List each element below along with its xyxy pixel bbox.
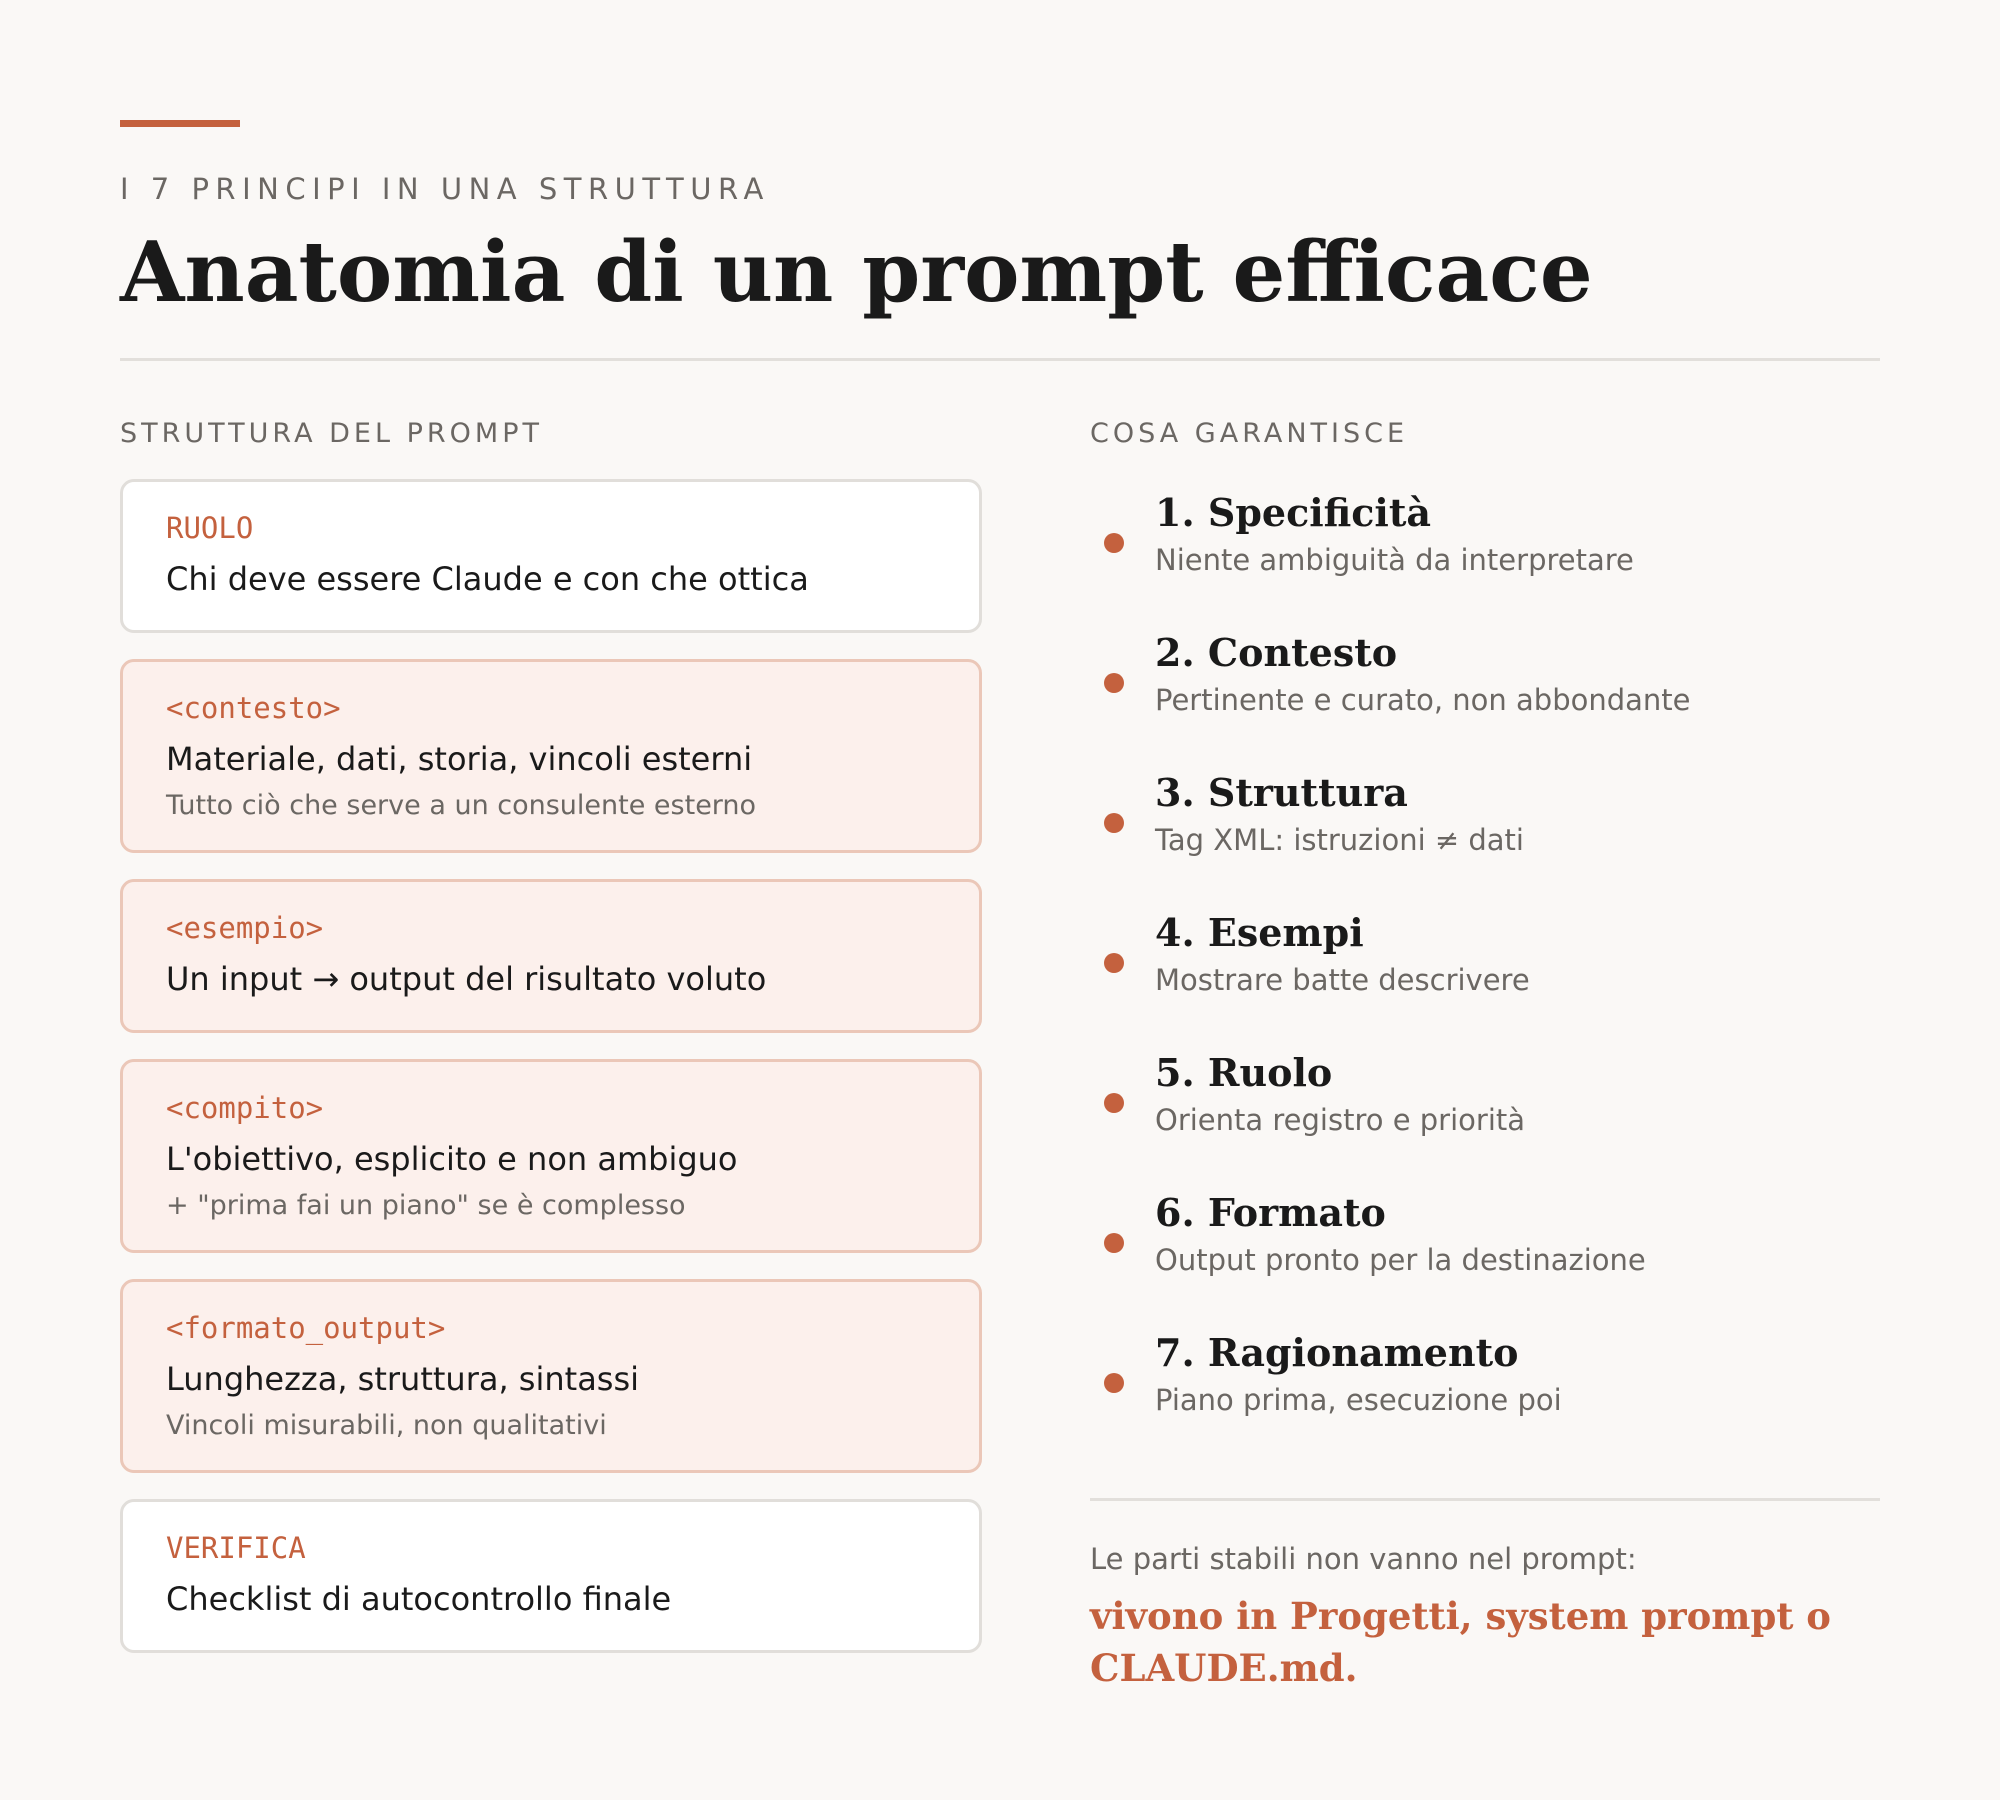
principle-item (1090, 630, 1880, 770)
header-divider (120, 358, 1880, 361)
principle-description: Piano prima, esecuzione poi (1155, 1383, 1562, 1417)
block-tag: RUOLO (166, 511, 254, 545)
principle-item (1090, 490, 1880, 630)
prompt-block-contesto (120, 659, 982, 853)
block-tag: <compito> (166, 1091, 324, 1125)
page-title: Anatomia di un prompt efficace (120, 223, 1593, 321)
bullet-dot-icon (1104, 673, 1124, 693)
structure-heading: STRUTTURA DEL PROMPT (120, 418, 543, 449)
block-description: Lunghezza, struttura, sintassi (166, 1360, 640, 1398)
principle-item (1090, 910, 1880, 1050)
block-note: + "prima fai un piano" se è complesso (166, 1190, 686, 1221)
principle-description: Tag XML: istruzioni ≠ dati (1155, 823, 1524, 857)
principle-description: Mostrare batte descrivere (1155, 963, 1530, 997)
principle-item (1090, 1330, 1880, 1470)
prompt-block-compito (120, 1059, 982, 1253)
block-tag: <contesto> (166, 691, 341, 725)
bullet-dot-icon (1104, 953, 1124, 973)
principle-description: Output pronto per la destinazione (1155, 1243, 1646, 1277)
principle-item (1090, 770, 1880, 910)
principle-item (1090, 1190, 1880, 1330)
note-lead: Le parti stabili non vanno nel prompt: (1090, 1542, 1637, 1576)
principle-description: Orienta registro e priorità (1155, 1103, 1526, 1137)
principle-item (1090, 1050, 1880, 1190)
principle-title: 4. Esempi (1155, 910, 1364, 955)
bullet-dot-icon (1104, 533, 1124, 553)
principle-title: 2. Contesto (1155, 630, 1398, 675)
guarantees-heading: COSA GARANTISCE (1090, 418, 1409, 449)
prompt-block-formato-output (120, 1279, 982, 1473)
block-tag: <esempio> (166, 911, 324, 945)
principle-title: 5. Ruolo (1155, 1050, 1333, 1095)
block-tag: <formato_output> (166, 1311, 446, 1345)
block-tag: VERIFICA (166, 1531, 306, 1565)
bullet-dot-icon (1104, 813, 1124, 833)
block-description: Chi deve essere Claude e con che ottica (166, 560, 809, 598)
block-note: Tutto ciò che serve a un consulente esterno (166, 790, 757, 821)
principles-list (1090, 490, 1880, 1470)
principle-title: 7. Ragionamento (1155, 1330, 1519, 1375)
block-description: Un input → output del risultato voluto (166, 960, 767, 998)
prompt-block-ruolo (120, 479, 982, 633)
note-emphasis: vivono in Progetti, system prompt o CLAUDE.md. (1090, 1594, 1831, 1690)
prompt-block-esempio (120, 879, 982, 1033)
page (120, 0, 1880, 1800)
bullet-dot-icon (1104, 1373, 1124, 1393)
principle-description: Pertinente e curato, non abbondante (1155, 683, 1691, 717)
principle-title: 3. Struttura (1155, 770, 1408, 815)
principle-title: 6. Formato (1155, 1190, 1386, 1235)
bullet-dot-icon (1104, 1233, 1124, 1253)
accent-bar (120, 120, 240, 127)
block-description: Checklist di autocontrollo finale (166, 1580, 672, 1618)
bullet-dot-icon (1104, 1093, 1124, 1113)
note-divider (1090, 1498, 1880, 1501)
kicker: I 7 PRINCIPI IN UNA STRUTTURA (120, 172, 770, 206)
prompt-block-verifica (120, 1499, 982, 1653)
principle-description: Niente ambiguità da interpretare (1155, 543, 1634, 577)
block-description: Materiale, dati, storia, vincoli esterni (166, 740, 753, 778)
block-note: Vincoli misurabili, non qualitativi (166, 1410, 607, 1441)
principle-title: 1. Specificità (1155, 490, 1432, 535)
block-description: L'obiettivo, esplicito e non ambiguo (166, 1140, 738, 1178)
prompt-structure (120, 479, 982, 1653)
